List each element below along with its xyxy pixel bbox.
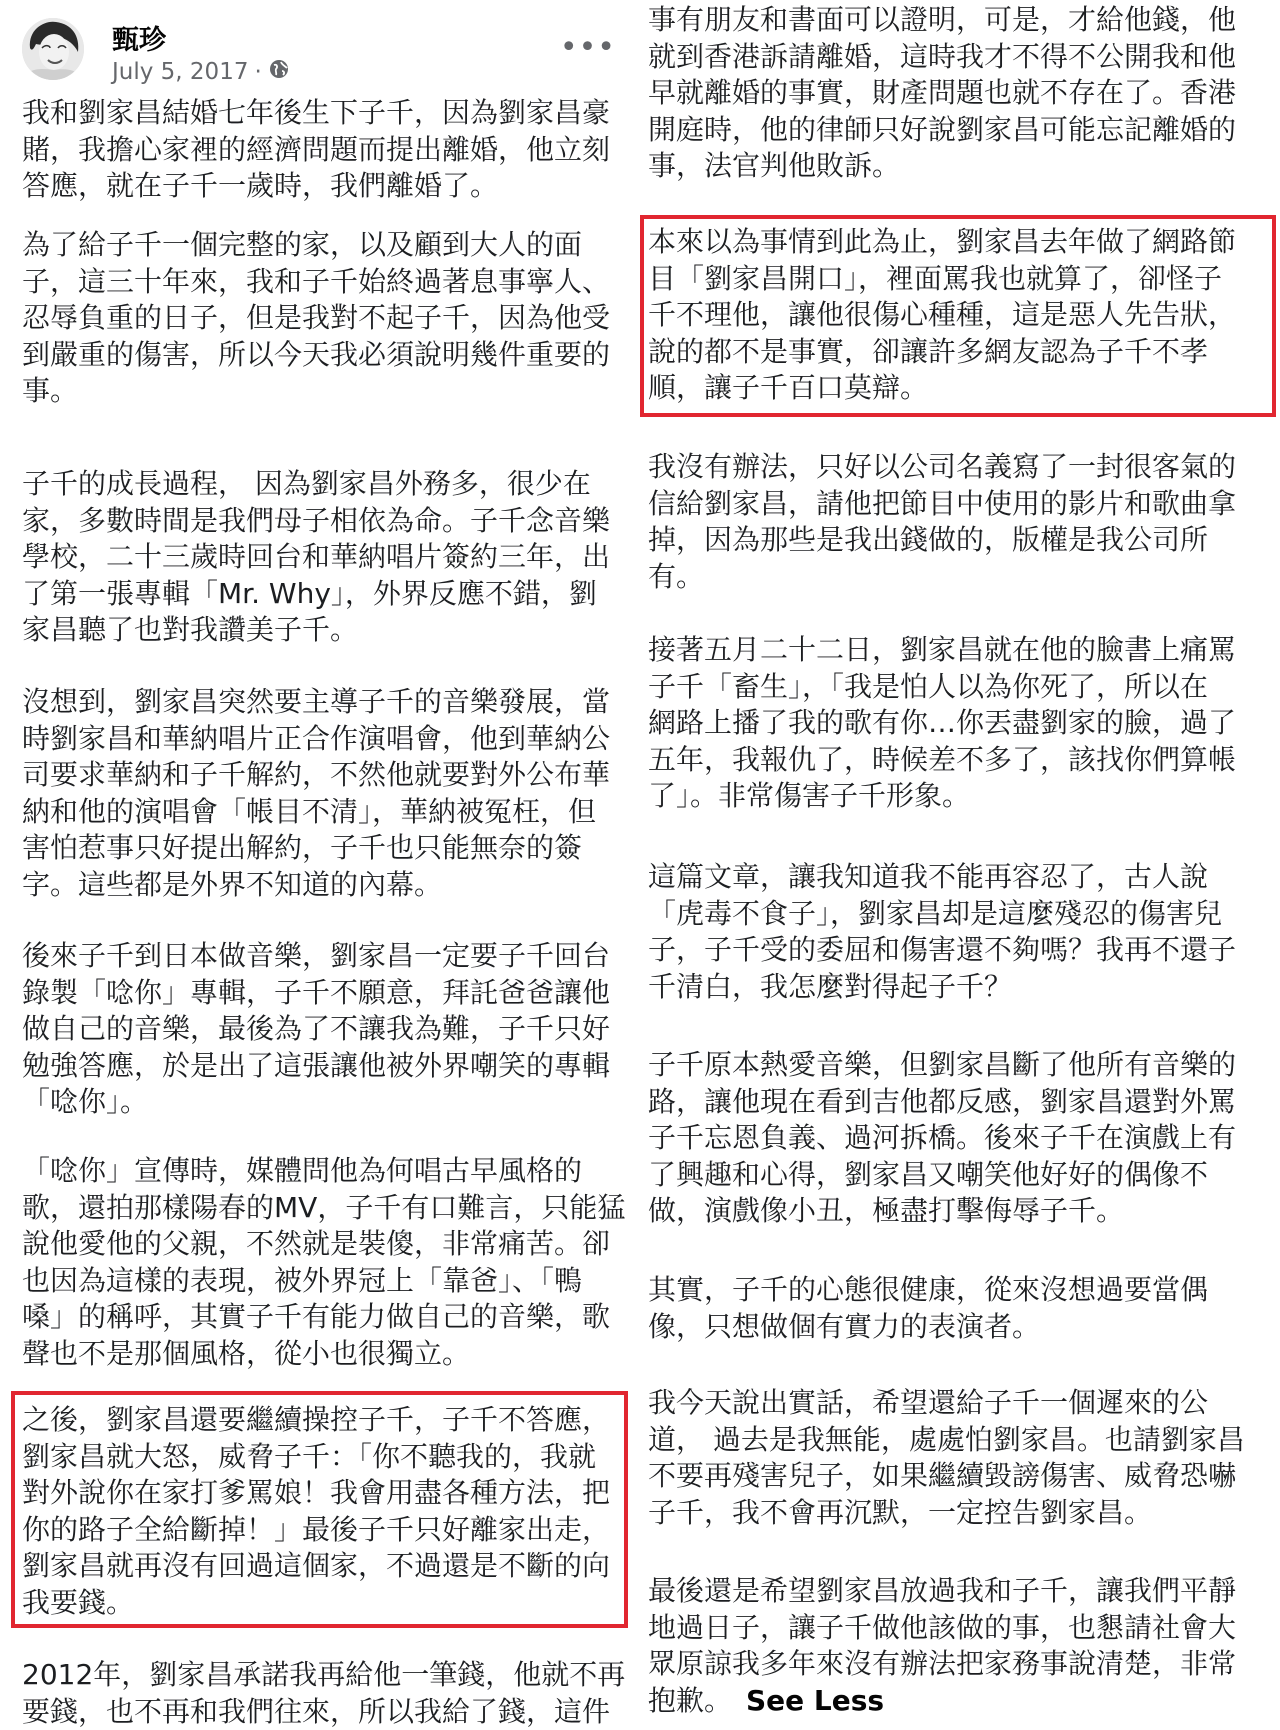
post-date[interactable]: July 5, 2017: [112, 59, 249, 85]
post-paragraph: 這篇文章，讓我知道我不能再容忍了，古人說 「虎毒不食子」，劉家昌却是這麼殘忍的傷害兒 子，子千受的委屈和傷害還不夠嗎？我再不還子 千清白，我怎麼對得起子千？: [648, 860, 1237, 1003]
more-options-icon[interactable]: •••: [559, 30, 616, 65]
post-paragraph-last: [648, 1573, 1273, 1719]
post-paragraph: 我沒有辦法，只好以公司名義寫了一封很客氣的 信給劉家昌，請他把節目中使用的影片和歌曲拿 掉，因為那些是我出錢做的，版權是我公司所 有。: [648, 450, 1237, 593]
post-paragraph: 之後，劉家昌還要繼續操控子千，子千不答應， 劉家昌就大怒，威脅子千：「你不聽我的，我就 對外說你在家打爹罵娘！我會用盡各種方法，把 你的路子全給斷掉！」最後子千只好離家出走， 劉家昌就再沒有回過這個家，不過還是不斷的向 我要錢。: [22, 1403, 611, 1619]
meta-separator: ·: [254, 59, 262, 85]
author-name[interactable]: 甄珍: [112, 25, 166, 56]
see-less-button[interactable]: See Less: [746, 1683, 885, 1717]
avatar[interactable]: [22, 18, 84, 80]
post-paragraph: 沒想到，劉家昌突然要主導子千的音樂發展，當 時劉家昌和華納唱片正合作演唱會，他到華納公 司要求華納和子千解約，不然他就要對外公布華 納和他的演唱會「帳目不清」，華納被冤枉，但 害怕惹事只好提出解約，子千也只能無奈的簽 字。這些都是外界不知道的內幕。: [22, 685, 611, 901]
post-paragraph: 我和劉家昌結婚七年後生下子千，因為劉家昌豪 賭，我擔心家裡的經濟問題而提出離婚，他立刻 答應，就在子千一歲時，我們離婚了。: [22, 96, 611, 202]
post-paragraph: 2012年，劉家昌承諾我再給他一筆錢，他就不再 要錢，也不再和我們往來，所以我給了錢，這件: [22, 1658, 626, 1728]
post-meta: [112, 58, 290, 86]
post-paragraph: 為了給子千一個完整的家，以及顧到大人的面 子，這三十年來，我和子千始終過著息事寧人、 忍辱負重的日子，但是我對不起子千，因為他受 到嚴重的傷害，所以今天我必須說明幾件重要的 事。: [22, 228, 611, 407]
globe-icon: [268, 58, 290, 86]
post-paragraph: 後來子千到日本做音樂，劉家昌一定要子千回台 錄製「唸你」專輯，子千不願意，拜託爸爸讓他 做自己的音樂，最後為了不讓我為難，子千只好 勉強答應，於是出了這張讓他被外界嘲笑的專輯 「唸你」。: [22, 939, 611, 1118]
post-paragraph: 子千的成長過程， 因為劉家昌外務多，很少在 家，多數時間是我們母子相依為命。子千念音樂 學校，二十三歲時回台和華納唱片簽約三年，出 了第一張專輯「Mr. Why」，外界反應不錯，劉 家昌聽了也對我讚美子千。: [22, 467, 611, 646]
post-paragraph: 接著五月二十二日，劉家昌就在他的臉書上痛罵 子千「畜生」，「我是怕人以為你死了，所以在 網路上播了我的歌有你…你丟盡劉家的臉，過了 五年，我報仇了，時候差不多了，該找你們算帳 了」。非常傷害子千形象。: [648, 633, 1237, 812]
post-paragraph: 本來以為事情到此為止，劉家昌去年做了網路節 目「劉家昌開口」，裡面罵我也就算了，卻怪子 千不理他，讓他很傷心種種，這是惡人先告狀， 說的都不是事實，卻讓許多網友認為子千不孝 順，讓子千百口莫辯。: [648, 225, 1237, 404]
post-paragraph-text: 最後還是希望劉家昌放過我和子千，讓我們平靜 地過日子，讓子千做他該做的事，也懇請社會大 眾原諒我多年來沒有辦法把家務事說清楚，非常 抱歉。: [648, 1574, 1237, 1717]
post-paragraph: 子千原本熱愛音樂，但劉家昌斷了他所有音樂的 路，讓他現在看到吉他都反感，劉家昌還對外罵 子千忘恩負義、過河拆橋。後來子千在演戲上有 了興趣和心得，劉家昌又嘲笑他好好的偶像不 做，演戲像小丑，極盡打擊侮辱子千。: [648, 1048, 1237, 1227]
post-paragraph: 我今天說出實話，希望還給子千一個遲來的公 道， 過去是我無能，處處怕劉家昌。也請劉家昌 不要再殘害兒子，如果繼續毀謗傷害、威脅恐嚇 子千，我不會再沉默，一定控告劉家昌。: [648, 1386, 1245, 1529]
post-paragraph: 其實，子千的心態很健康，從來沒想過要當偶 像，只想做個有實力的表演者。: [648, 1273, 1209, 1343]
post-header: [22, 14, 622, 94]
post-paragraph: 「唸你」宣傳時，媒體問他為何唱古早風格的 歌，還拍那樣陽春的MV，子千有口難言，只能猛 說他愛他的父親，不然就是裝傻，非常痛苦。卻 也因為這樣的表現，被外界冠上「靠爸」、「鴨 嗓」的稱呼，其實子千有能力做自己的音樂，歌 聲也不是那個風格，從小也很獨立。: [22, 1154, 626, 1370]
post-paragraph: 事有朋友和書面可以證明，可是，才給他錢，他 就到香港訴請離婚，這時我才不得不公開我和他 早就離婚的事實，財產問題也就不存在了。香港 開庭時，他的律師只好說劉家昌可能忘記離婚的 事，法官判他敗訴。: [648, 3, 1237, 182]
